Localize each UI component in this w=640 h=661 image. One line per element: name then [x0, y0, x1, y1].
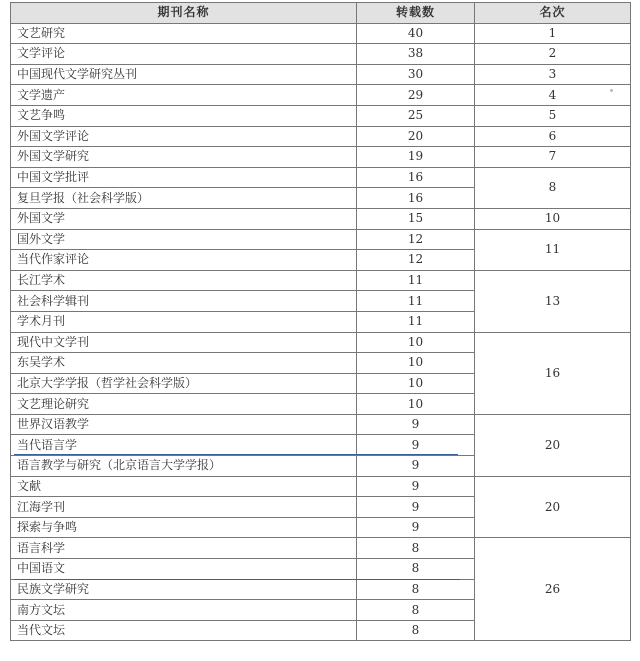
rank-cell: 13 [475, 270, 631, 332]
rank-cell: 20 [475, 414, 631, 476]
journal-ranking-sheet [10, 2, 630, 641]
journal-name-cell: 语言教学与研究（北京语言大学学报） [11, 456, 357, 477]
reprint-count-cell: 15 [357, 208, 475, 229]
reprint-count-cell: 11 [357, 291, 475, 312]
reprint-count-cell: 16 [357, 188, 475, 209]
journal-name-cell: 长江学术 [11, 270, 357, 291]
reprint-count-cell: 20 [357, 126, 475, 147]
rank-cell: 4 [475, 85, 631, 106]
reprint-count-cell: 16 [357, 167, 475, 188]
journal-name-cell: 中国语文 [11, 559, 357, 580]
journal-name-cell: 国外文学 [11, 229, 357, 250]
journal-name-cell: 社会科学辑刊 [11, 291, 357, 312]
journal-name-cell: 当代作家评论 [11, 250, 357, 271]
table-row [11, 167, 631, 188]
journal-name-cell: 外国文学评论 [11, 126, 357, 147]
header-reprint-count: 转载数 [357, 3, 475, 24]
reprint-count-cell: 38 [357, 44, 475, 65]
rank-cell: 26 [475, 538, 631, 641]
reprint-count-cell: 12 [357, 250, 475, 271]
header-journal-name: 期刊名称 [11, 3, 357, 24]
journal-name-cell: 中国文学批评 [11, 167, 357, 188]
rank-cell: 7 [475, 147, 631, 168]
journal-name-cell: 北京大学学报（哲学社会科学版） [11, 373, 357, 394]
journal-name-cell: 民族文学研究 [11, 579, 357, 600]
journal-name-cell: 文艺研究 [11, 23, 357, 44]
reprint-count-cell: 11 [357, 311, 475, 332]
reprint-count-cell: 9 [357, 456, 475, 477]
rank-cell: 11 [475, 229, 631, 270]
reprint-count-cell: 12 [357, 229, 475, 250]
scan-speck [610, 89, 613, 92]
table-row [11, 414, 631, 435]
journal-name-cell: 文献 [11, 476, 357, 497]
table-row [11, 229, 631, 250]
journal-name-cell: 世界汉语教学 [11, 414, 357, 435]
journal-name-cell: 文艺争鸣 [11, 105, 357, 126]
journal-name-cell: 江海学刊 [11, 497, 357, 518]
rank-cell: 1 [475, 23, 631, 44]
rank-cell: 6 [475, 126, 631, 147]
rank-cell: 2 [475, 44, 631, 65]
rank-cell: 10 [475, 208, 631, 229]
annotation-underline-2 [14, 579, 460, 580]
table-row [11, 44, 631, 65]
rank-cell: 16 [475, 332, 631, 414]
journal-name-cell: 外国文学研究 [11, 147, 357, 168]
reprint-count-cell: 29 [357, 85, 475, 106]
reprint-count-cell: 9 [357, 414, 475, 435]
reprint-count-cell: 8 [357, 579, 475, 600]
rank-cell: 8 [475, 167, 631, 208]
reprint-count-cell: 10 [357, 394, 475, 415]
annotation-underline-1 [14, 454, 458, 455]
journal-ranking-table [10, 2, 631, 641]
journal-name-cell: 探索与争鸣 [11, 517, 357, 538]
reprint-count-cell: 40 [357, 23, 475, 44]
reprint-count-cell: 9 [357, 476, 475, 497]
reprint-count-cell: 8 [357, 600, 475, 621]
journal-name-cell: 东吴学术 [11, 353, 357, 374]
journal-name-cell: 复旦学报（社会科学版） [11, 188, 357, 209]
reprint-count-cell: 25 [357, 105, 475, 126]
reprint-count-cell: 30 [357, 64, 475, 85]
journal-name-cell: 外国文学 [11, 208, 357, 229]
journal-name-cell: 学术月刊 [11, 311, 357, 332]
header-rank: 名次 [475, 3, 631, 24]
journal-name-cell: 语言科学 [11, 538, 357, 559]
journal-name-cell: 南方文坛 [11, 600, 357, 621]
rank-cell: 3 [475, 64, 631, 85]
reprint-count-cell: 9 [357, 517, 475, 538]
journal-name-cell: 中国现代文学研究丛刊 [11, 64, 357, 85]
journal-name-cell: 当代语言学 [11, 435, 357, 456]
reprint-count-cell: 10 [357, 373, 475, 394]
reprint-count-cell: 8 [357, 559, 475, 580]
table-row [11, 538, 631, 559]
reprint-count-cell: 10 [357, 332, 475, 353]
table-row [11, 147, 631, 168]
reprint-count-cell: 8 [357, 538, 475, 559]
journal-name-cell: 文艺理论研究 [11, 394, 357, 415]
table-row [11, 332, 631, 353]
journal-name-cell: 当代文坛 [11, 620, 357, 641]
journal-name-cell: 文学遗产 [11, 85, 357, 106]
reprint-count-cell: 19 [357, 147, 475, 168]
reprint-count-cell: 11 [357, 270, 475, 291]
table-row [11, 270, 631, 291]
reprint-count-cell: 8 [357, 620, 475, 641]
table-row [11, 476, 631, 497]
table-row [11, 23, 631, 44]
header-row [11, 3, 631, 24]
reprint-count-cell: 9 [357, 497, 475, 518]
reprint-count-cell: 9 [357, 435, 475, 456]
journal-name-cell: 文学评论 [11, 44, 357, 65]
journal-name-cell: 现代中文学刊 [11, 332, 357, 353]
table-row [11, 105, 631, 126]
table-row [11, 208, 631, 229]
rank-cell: 5 [475, 105, 631, 126]
table-row [11, 85, 631, 106]
table-row [11, 126, 631, 147]
rank-cell: 20 [475, 476, 631, 538]
table-row [11, 64, 631, 85]
reprint-count-cell: 10 [357, 353, 475, 374]
